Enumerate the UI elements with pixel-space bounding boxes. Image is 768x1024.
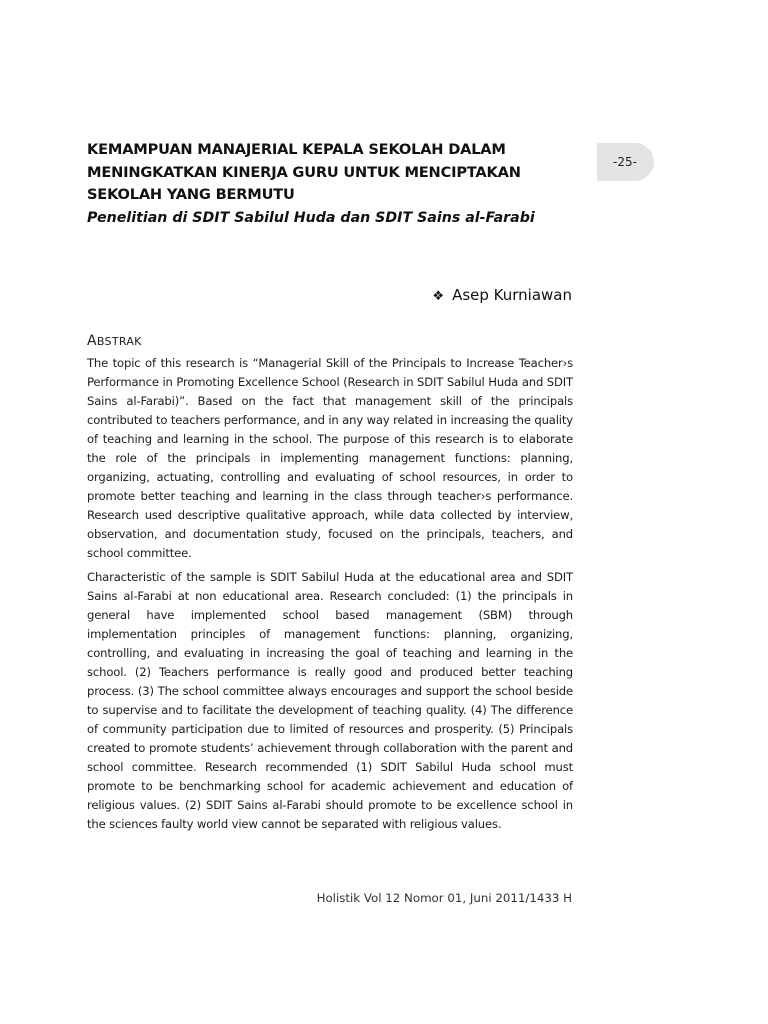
page-number: -25- xyxy=(613,155,637,169)
abstract-paragraph: Characteristic of the sample is SDIT Sabilul Huda at the educational area and SDIT Sains al-Farabi at non educational area. Research concluded: (1) the principals in general have implemented school based management (SBM) through implementation principles of management functions: planning, organizing, controlling, and evaluating in increasing the goal of teaching and learning in the school. (2) Teachers performance is really good and produced better teaching process. (3) The school committee always encourages and support the school beside to supervise and to facilitate the development of teaching quality. (4) The difference of community participation due to limited of resources and prosperity. (5) Principals created to promote students’ achievement through collaboration with the parent and school committee. Research recommended (1) SDIT Sabilul Huda school must promote to be benchmarking school for academic achievement and education of religious values. (2) SDIT Sains al-Farabi should promote to be excellence school in the sciences faulty world view cannot be separated with religious values. xyxy=(87,570,573,831)
abstract-heading xyxy=(87,333,142,349)
abstract-body xyxy=(87,354,573,834)
article-title-line: KEMAMPUAN MANAJERIAL KEPALA SEKOLAH DALAM xyxy=(87,141,506,158)
diamond-bullet-icon: ❖ xyxy=(432,289,445,304)
author-name: Asep Kurniawan xyxy=(452,286,572,304)
article-title-block xyxy=(87,139,587,229)
journal-footer: Holistik Vol 12 Nomor 01, Juni 2011/1433 H xyxy=(316,891,572,905)
abstract-heading-rest: BSTRAK xyxy=(96,335,142,348)
abstract-heading-initial: A xyxy=(87,333,97,349)
article-title-line: SEKOLAH YANG BERMUTU xyxy=(87,186,295,203)
article-title-line: MENINGKATKAN KINERJA GURU UNTUK MENCIPTAKAN xyxy=(87,163,521,181)
page-number-tab xyxy=(597,143,654,181)
abstract-paragraph: The topic of this research is “Managerial Skill of the Principals to Increase Teacher›s Performance in Promoting Excellence School (Research in SDIT Sabilul Huda and SDIT Sains al-Farabi)”. Based on the fact that management skill of the principals contributed to teachers performance, and in any way related in increasing the quality of teaching and learning in the school. The purpose of this research is to elaborate the role of the principals in implementing management functions: planning, organizing, actuating, controlling and evaluating of school resources, in order to promote better teaching and learning in the class through teacher›s performance. Research used descriptive qualitative approach, while data collected by interview, observation, and documentation study, focused on the principals, teachers, and school committee. xyxy=(87,356,573,560)
author-line xyxy=(432,286,572,304)
article-subtitle: Penelitian di SDIT Sabilul Huda dan SDIT Sains al-Farabi xyxy=(87,209,535,226)
